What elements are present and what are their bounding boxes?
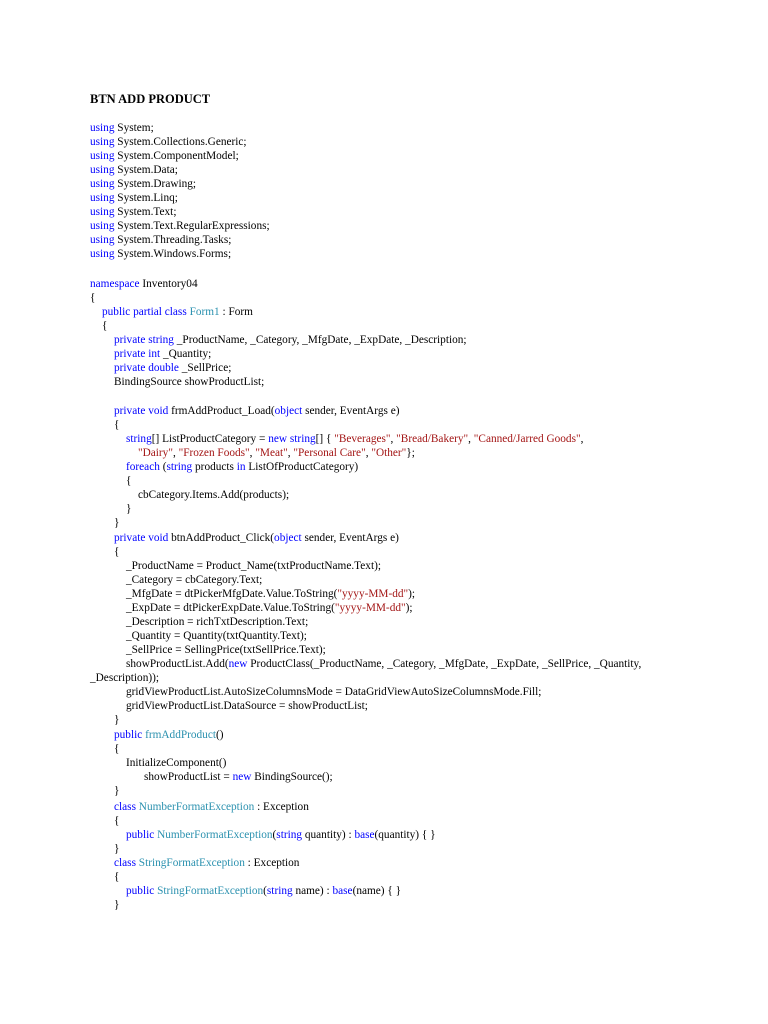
code-token: "Frozen Foods" (178, 447, 250, 459)
code-line (114, 347, 211, 361)
code-token: _SellPrice = SellingPrice(txtSellPrice.Text); (126, 644, 326, 656)
code-token: , (468, 433, 474, 445)
code-token: "Meat" (255, 447, 288, 459)
code-token: "yyyy-MM-dd" (337, 588, 409, 600)
code-token: private (114, 334, 146, 346)
code-token: using (90, 136, 115, 148)
code-token: ProductClass(_ProductName, _Category, _MfgDate, _ExpDate, _SellPrice, _Quantity, (247, 658, 642, 670)
code-line (126, 615, 308, 629)
code-token: _Quantity = Quantity(txtQuantity.Text); (126, 630, 307, 642)
code-line (90, 149, 239, 163)
code-token: foreach (126, 461, 160, 473)
code-token: [] { (315, 433, 335, 445)
code-token: _Category = cbCategory.Text; (126, 574, 263, 586)
code-token: , (287, 447, 294, 459)
code-token: in (236, 461, 246, 473)
code-token: private (114, 348, 146, 360)
code-token: gridViewProductList.AutoSizeColumnsMode = DataGridViewAutoSizeColumnsMode.Fill; (126, 686, 542, 698)
code-token: System; (114, 122, 154, 134)
code-line (114, 870, 119, 884)
code-token: } (114, 517, 120, 529)
code-token: _SellPrice; (178, 362, 232, 374)
code-token: } (114, 785, 120, 797)
code-line (114, 728, 224, 742)
code-line (114, 333, 467, 347)
code-token: sender, EventArgs e) (301, 532, 399, 544)
code-line (126, 474, 131, 488)
code-line (102, 305, 253, 319)
code-token: ); (405, 602, 413, 614)
code-line (126, 460, 358, 474)
code-token: new (268, 433, 288, 445)
code-token: base (332, 885, 353, 897)
code-token: using (90, 192, 115, 204)
code-token: ( (159, 461, 167, 473)
code-token: sender, EventArgs e) (302, 405, 400, 417)
code-token: } (114, 899, 120, 911)
code-line (126, 828, 436, 842)
code-line (138, 488, 289, 502)
code-token: using (90, 220, 115, 232)
code-line (90, 247, 231, 261)
code-token: string (166, 461, 193, 473)
code-line (114, 404, 399, 418)
code-token: System.ComponentModel; (114, 150, 239, 162)
code-token: BindingSource showProductList; (114, 376, 265, 388)
code-token: namespace (90, 278, 140, 290)
code-line (90, 277, 198, 291)
code-token: ListOfProductCategory) (245, 461, 359, 473)
code-token: _ProductName, _Category, _MfgDate, _ExpDate, _Description; (173, 334, 467, 346)
code-line (126, 699, 368, 713)
code-token: { (114, 815, 120, 827)
code-token: NumberFormatException (157, 829, 273, 841)
code-line (114, 418, 119, 432)
code-token: , (580, 433, 584, 445)
code-token: _ProductName = Product_Name(txtProductName.Text); (126, 560, 381, 572)
code-line (90, 121, 154, 135)
code-token: { (114, 743, 120, 755)
code-token: private (114, 532, 146, 544)
code-token: { (126, 475, 132, 487)
code-token: _Quantity; (160, 348, 212, 360)
code-token: { (102, 320, 108, 332)
code-token: "Canned/Jarred Goods" (473, 433, 581, 445)
code-line (126, 502, 131, 516)
code-token: "yyyy-MM-dd" (334, 602, 406, 614)
code-token: public (126, 829, 155, 841)
code-token: System.Collections.Generic; (114, 136, 247, 148)
code-token: , (365, 447, 372, 459)
code-token: class (164, 306, 187, 318)
code-token: _Description)); (90, 672, 160, 684)
code-token: class (114, 801, 136, 813)
code-line (90, 177, 196, 191)
code-line (90, 191, 178, 205)
code-token: { (114, 871, 120, 883)
code-line (90, 163, 178, 177)
code-token: BindingSource(); (251, 771, 333, 783)
code-token: Inventory04 (139, 278, 198, 290)
code-line (114, 742, 119, 756)
code-token: using (90, 178, 115, 190)
code-token: frmAddProduct_Load( (168, 405, 275, 417)
code-line (114, 361, 231, 375)
code-token: }; (406, 447, 415, 459)
code-token: System.Drawing; (114, 178, 197, 190)
code-token: "Personal Care" (293, 447, 366, 459)
code-line (144, 770, 333, 784)
code-line (126, 432, 583, 446)
code-token: } (114, 843, 120, 855)
code-token: _Description = richTxtDescription.Text; (126, 616, 309, 628)
code-token: products (192, 461, 237, 473)
code-token: "Bread/Bakery" (396, 433, 469, 445)
code-line (114, 800, 309, 814)
code-token: , (390, 433, 397, 445)
code-token: string (289, 433, 316, 445)
code-token: using (90, 248, 115, 260)
code-token: object (274, 532, 302, 544)
code-line (114, 842, 119, 856)
code-token: int (148, 348, 161, 360)
code-token: base (354, 829, 375, 841)
code-line (126, 559, 381, 573)
code-token: System.Text; (114, 206, 177, 218)
code-token: { (114, 419, 120, 431)
code-token: "Other" (371, 447, 407, 459)
code-token: gridViewProductList.DataSource = showProductList; (126, 700, 368, 712)
code-line (114, 814, 119, 828)
code-line (90, 205, 176, 219)
code-line (90, 671, 159, 685)
code-token: using (90, 206, 115, 218)
code-line (90, 219, 270, 233)
code-line (126, 573, 262, 587)
code-token: string (276, 829, 303, 841)
code-token: btnAddProduct_Click( (168, 532, 275, 544)
code-token: void (148, 532, 169, 544)
code-line (90, 135, 247, 149)
code-token: new (228, 658, 248, 670)
code-token: ( (272, 829, 277, 841)
code-token: using (90, 164, 115, 176)
code-token: public (102, 306, 131, 318)
code-token: NumberFormatException (138, 801, 255, 813)
code-token: class (114, 857, 136, 869)
code-token: System.Text.RegularExpressions; (114, 220, 270, 232)
code-token: System.Windows.Forms; (114, 248, 232, 260)
code-token: StringFormatException (157, 885, 264, 897)
code-token: _MfgDate = dtPickerMfgDate.Value.ToString( (126, 588, 338, 600)
code-token: partial (133, 306, 162, 318)
code-line (114, 531, 399, 545)
code-token: void (148, 405, 169, 417)
code-token: [] ListProductCategory = (151, 433, 269, 445)
code-token: showProductList.Add( (126, 658, 229, 670)
code-token: () (216, 729, 224, 741)
code-line (102, 319, 107, 333)
code-token: _ExpDate = dtPickerExpDate.Value.ToString( (126, 602, 335, 614)
code-line (126, 643, 326, 657)
code-token: ( (263, 885, 267, 897)
code-token: using (90, 234, 115, 246)
code-line (126, 601, 413, 615)
code-token: showProductList = (144, 771, 233, 783)
code-line (114, 856, 299, 870)
code-token: using (90, 150, 115, 162)
code-token: { (114, 546, 120, 558)
code-token: private (114, 362, 146, 374)
code-line (114, 713, 119, 727)
code-line (114, 545, 119, 559)
code-token: quantity) : (302, 829, 355, 841)
code-token: public (114, 729, 143, 741)
code-line (126, 884, 401, 898)
code-token: name) : (292, 885, 333, 897)
code-line (126, 657, 641, 671)
code-line (114, 375, 264, 389)
code-line (138, 446, 415, 460)
code-token: "Beverages" (334, 433, 391, 445)
code-token: System.Data; (114, 164, 178, 176)
code-token: using (90, 122, 115, 134)
code-token: public (126, 885, 155, 897)
document-heading: BTN ADD PRODUCT (90, 92, 211, 106)
code-line (114, 784, 119, 798)
code-line (90, 233, 231, 247)
code-token: : Exception (254, 801, 309, 813)
code-token: System.Linq; (114, 192, 178, 204)
code-token: string (126, 433, 152, 445)
code-token: { (90, 292, 96, 304)
code-line (126, 756, 226, 770)
code-token: cbCategory.Items.Add(products); (138, 489, 290, 501)
code-token: StringFormatException (138, 857, 245, 869)
code-token: new (232, 771, 252, 783)
code-token: } (114, 714, 120, 726)
code-token: string (148, 334, 174, 346)
code-line (90, 291, 95, 305)
code-line (114, 516, 119, 530)
code-token: InitializeComponent() (126, 757, 227, 769)
code-line (126, 629, 307, 643)
code-line (126, 685, 541, 699)
code-token: Form1 (189, 306, 220, 318)
code-token: private (114, 405, 146, 417)
code-token: object (274, 405, 303, 417)
code-token: (quantity) { } (374, 829, 436, 841)
code-token: , (172, 447, 179, 459)
code-token: : Exception (244, 857, 300, 869)
code-line (114, 898, 119, 912)
code-line (126, 587, 415, 601)
code-token: "Dairy" (138, 447, 173, 459)
code-token: } (126, 503, 132, 515)
code-token: ); (408, 588, 416, 600)
code-token: (name) { } (352, 885, 402, 897)
code-token: , (249, 447, 256, 459)
code-token: System.Threading.Tasks; (114, 234, 232, 246)
code-token: double (148, 362, 179, 374)
code-token: : Form (219, 306, 253, 318)
code-token: string (266, 885, 293, 897)
code-token: frmAddProduct (145, 729, 216, 741)
